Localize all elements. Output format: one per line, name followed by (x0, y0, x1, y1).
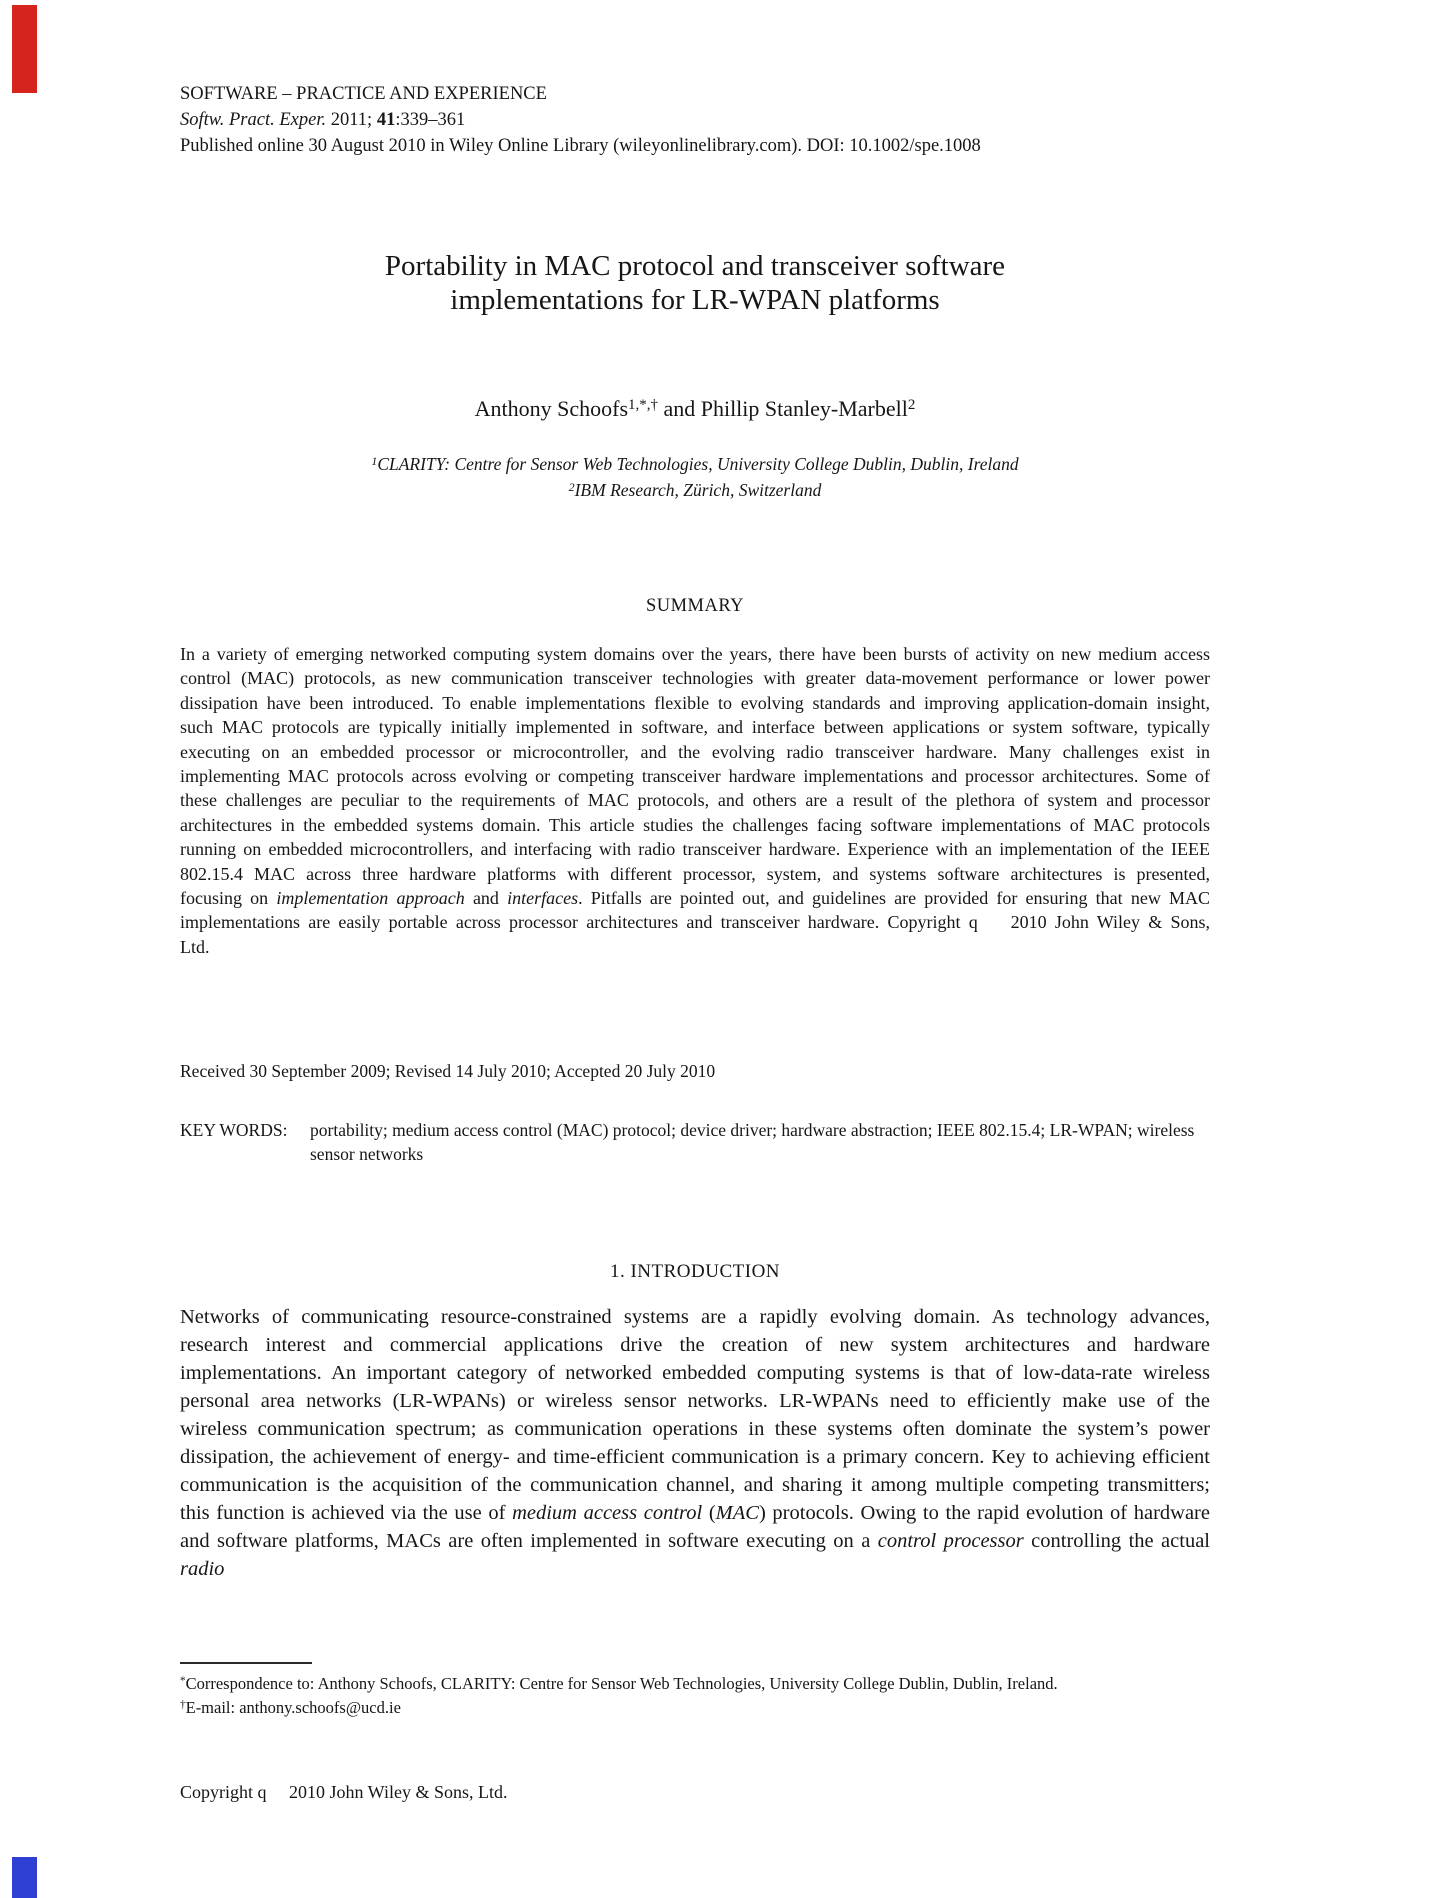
correspondence-note: *Correspondence to: Anthony Schoofs, CLARITY: Centre for Sensor Web Technologies, University College Dublin, Dublin, Ireland. (180, 1674, 1058, 1693)
footnote-block (180, 1662, 1210, 1721)
scan-mark-red (12, 5, 37, 93)
title-line-1: Portability in MAC protocol and transceiver software (384, 250, 1006, 282)
intro-heading: 1. INTRODUCTION (609, 1261, 781, 1282)
authors-line: Anthony Schoofs$^{1,*,\dagger}$ and Phillip Stanley-Marbell$^2$ (474, 396, 916, 421)
summary-heading: SUMMARY (645, 596, 745, 616)
paper-title (180, 249, 1210, 317)
scan-mark-blue (12, 1857, 37, 1898)
intro-text: Networks of communicating resource-constrained systems are a rapidly evolving domain. As technology advances, research interest and commercial applications drive the creation of new system architectures and hardware implementations. An important category of networked embedded computing systems is that of low-data-rate wireless personal area networks (LR-WPANs) or wireless sensor networks. LR-WPANs need to efficiently make use of the wireless communication spectrum; as communication operations in these systems often dominate the system’s power dissipation, the achievement of energy- and time-efficient communication is a primary concern. Key to achieving efficient communication is the acquisition of the communication channel, and sharing it among multiple competing transmitters; this function is achieved via the use of medium access control (MAC) protocols. Owing to the rapid evolution of hardware and software platforms, MACs are often implemented in software executing on a control processor controlling the actual radio (180, 1306, 1210, 1580)
summary-text: In a variety of emerging networked computing system domains over the years, there have been bursts of activity on new medium access control (MAC) protocols, as new communication transceiver technologies with greater data-movement performance or lower power dissipation have been introduced. To enable implementations flexible to evolving standards and improving application-domain insight, such MAC protocols are typically initially implemented in software, and interface between applications or system software, typically executing on an embedded processor or microcontroller, and the evolving radio transceiver hardware. Many challenges exist in implementing MAC protocols across evolving or competing transceiver hardware implementations and processor architectures. Some of these challenges are peculiar to the requirements of MAC protocols, and others are a result of the plethora of system and processor architectures in the embedded systems domain. This article studies the challenges facing software implementations of MAC protocols running on embedded microcontrollers, and interfacing with radio transceiver hardware. Experience with an implementation of the IEEE 802.15.4 MAC across three hardware platforms with different processor, system, and systems software architectures is presented, focusing on implementation approach and interfaces. Pitfalls are pointed out, and guidelines are provided for ensuring that new MAC implementations are easily portable across processor architectures and transceiver hardware. Copyright q 2010 John Wiley & Sons, Ltd. (180, 644, 1210, 957)
keywords-label: KEY WORDS: (180, 1120, 288, 1140)
published-line: Published online 30 August 2010 in Wiley Online Library (wileyonlinelibrary.com). DOI: 10.1002/spe.1008 (180, 136, 981, 156)
affiliation-2: $^2$IBM Research, Zürich, Switzerland (568, 479, 822, 500)
journal-name: SOFTWARE – PRACTICE AND EXPERIENCE (180, 84, 547, 104)
title-line-2: implementations for LR-WPAN platforms (450, 284, 940, 316)
copyright-line: Copyright q 2010 John Wiley & Sons, Ltd. (180, 1782, 508, 1802)
journal-header (180, 81, 1210, 159)
affiliation-1: $^1$CLARITY: Centre for Sensor Web Technologies, University College Dublin, Dublin, Ireland (371, 453, 1019, 474)
affiliations (180, 452, 1210, 504)
email-note: †E-mail: anthony.schoofs@ucd.ie (180, 1698, 401, 1717)
citation-line: Softw. Pract. Exper. 2011; 41:339–361 (180, 110, 466, 130)
keywords-text: portability; medium access control (MAC) protocol; device driver; hardware abstraction; IEEE 802.15.4; LR-WPAN; wireless sensor networks (310, 1120, 1195, 1164)
keywords-row (180, 1118, 1210, 1166)
received-line: Received 30 September 2009; Revised 14 July 2010; Accepted 20 July 2010 (180, 1061, 716, 1081)
footnote-rule (180, 1662, 312, 1664)
